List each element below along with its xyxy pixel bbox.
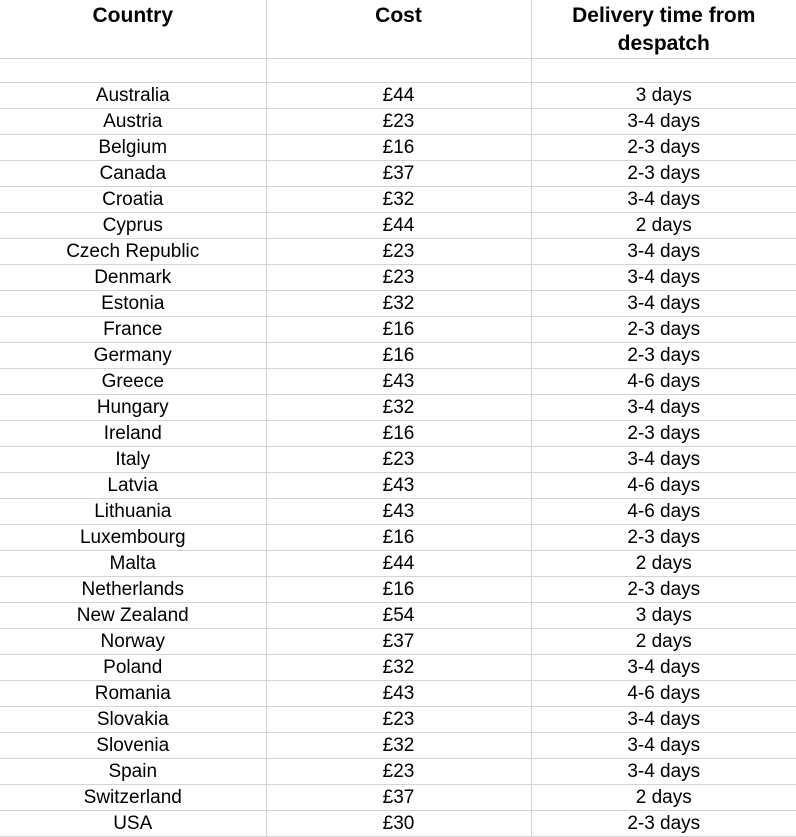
cost-cell[interactable]: £43 [266,499,531,525]
table-row [0,551,796,577]
delivery-time-cell[interactable]: 2 days [531,213,796,239]
cost-cell[interactable]: £32 [266,291,531,317]
country-cell[interactable]: France [0,317,266,343]
country-cell[interactable]: Slovakia [0,707,266,733]
cost-cell[interactable]: £30 [266,811,531,837]
cost-cell[interactable]: £16 [266,135,531,161]
country-cell[interactable]: Croatia [0,187,266,213]
cost-cell[interactable]: £43 [266,473,531,499]
delivery-time-cell[interactable]: 3-4 days [531,395,796,421]
cost-cell[interactable]: £23 [266,239,531,265]
country-cell[interactable]: Cyprus [0,213,266,239]
table-row [0,187,796,213]
header-cost[interactable]: Cost [266,0,531,59]
cost-cell[interactable]: £23 [266,265,531,291]
delivery-time-cell[interactable]: 2 days [531,551,796,577]
delivery-time-cell[interactable]: 3-4 days [531,759,796,785]
cost-cell[interactable]: £32 [266,395,531,421]
delivery-time-cell[interactable]: 2-3 days [531,577,796,603]
delivery-time-cell[interactable]: 4-6 days [531,369,796,395]
delivery-time-cell[interactable]: 2-3 days [531,421,796,447]
country-cell[interactable]: Netherlands [0,577,266,603]
table-row [0,811,796,837]
table-row [0,317,796,343]
table-row [0,603,796,629]
table-row [0,109,796,135]
country-cell[interactable]: Latvia [0,473,266,499]
country-cell[interactable]: Greece [0,369,266,395]
country-cell[interactable]: Malta [0,551,266,577]
cost-cell[interactable]: £16 [266,317,531,343]
delivery-time-cell[interactable]: 3-4 days [531,291,796,317]
cost-cell[interactable]: £37 [266,785,531,811]
delivery-time-cell[interactable]: 3-4 days [531,265,796,291]
country-cell[interactable]: Hungary [0,395,266,421]
country-cell[interactable]: Estonia [0,291,266,317]
table-row [0,681,796,707]
table-row [0,135,796,161]
delivery-time-cell[interactable]: 2 days [531,629,796,655]
table-row [0,499,796,525]
cost-cell[interactable]: £23 [266,759,531,785]
table-row [0,395,796,421]
country-cell[interactable]: Italy [0,447,266,473]
country-cell[interactable]: Slovenia [0,733,266,759]
delivery-time-cell[interactable]: 3 days [531,83,796,109]
delivery-time-cell[interactable]: 2-3 days [531,135,796,161]
delivery-time-cell[interactable]: 4-6 days [531,681,796,707]
country-cell[interactable]: Switzerland [0,785,266,811]
cost-cell[interactable]: £44 [266,213,531,239]
country-cell[interactable]: Spain [0,759,266,785]
cost-cell[interactable]: £32 [266,187,531,213]
table-row [0,369,796,395]
cost-cell[interactable]: £54 [266,603,531,629]
empty-cell[interactable] [266,59,531,83]
country-cell[interactable]: USA [0,811,266,837]
country-cell[interactable]: Czech Republic [0,239,266,265]
cost-cell[interactable]: £32 [266,655,531,681]
cost-cell[interactable]: £44 [266,551,531,577]
empty-row [0,59,796,83]
header-row [0,0,796,59]
table-row [0,655,796,681]
cost-cell[interactable]: £16 [266,525,531,551]
cost-cell[interactable]: £37 [266,629,531,655]
table-row [0,83,796,109]
table-row [0,161,796,187]
delivery-time-cell[interactable]: 4-6 days [531,473,796,499]
country-cell[interactable]: Poland [0,655,266,681]
table-row [0,629,796,655]
delivery-time-cell[interactable]: 2-3 days [531,811,796,837]
empty-cell[interactable] [0,59,266,83]
empty-cell[interactable] [531,59,796,83]
table-row [0,473,796,499]
cost-cell[interactable]: £16 [266,343,531,369]
table-row [0,785,796,811]
table-row [0,733,796,759]
country-cell[interactable]: Canada [0,161,266,187]
country-cell[interactable]: New Zealand [0,603,266,629]
cost-cell[interactable]: £23 [266,109,531,135]
delivery-time-cell[interactable]: 3-4 days [531,109,796,135]
country-cell[interactable]: Ireland [0,421,266,447]
table-row [0,577,796,603]
cost-cell[interactable]: £32 [266,733,531,759]
cost-cell[interactable]: £16 [266,577,531,603]
table-row [0,447,796,473]
delivery-time-cell[interactable]: 4-6 days [531,499,796,525]
cost-cell[interactable]: £23 [266,447,531,473]
cost-cell[interactable]: £23 [266,707,531,733]
table-row [0,265,796,291]
delivery-time-cell[interactable]: 2-3 days [531,161,796,187]
table-row [0,525,796,551]
table-row [0,421,796,447]
delivery-time-cell[interactable]: 2 days [531,785,796,811]
table-row [0,707,796,733]
header-country[interactable]: Country [0,0,266,59]
country-cell[interactable]: Austria [0,109,266,135]
table-row [0,213,796,239]
delivery-time-cell[interactable]: 2-3 days [531,343,796,369]
country-cell[interactable]: Luxembourg [0,525,266,551]
header-delivery-time[interactable]: Delivery time from despatch [531,0,796,59]
table-row [0,759,796,785]
country-cell[interactable]: Lithuania [0,499,266,525]
cost-cell[interactable]: £37 [266,161,531,187]
country-cell[interactable]: Norway [0,629,266,655]
cost-cell[interactable]: £43 [266,681,531,707]
table-row [0,291,796,317]
delivery-time-cell[interactable]: 3-4 days [531,655,796,681]
delivery-time-cell[interactable]: 3-4 days [531,707,796,733]
cost-cell[interactable]: £44 [266,83,531,109]
delivery-time-cell[interactable]: 3-4 days [531,447,796,473]
delivery-time-cell[interactable]: 3 days [531,603,796,629]
delivery-time-cell[interactable]: 2-3 days [531,317,796,343]
table-row [0,239,796,265]
country-cell[interactable]: Belgium [0,135,266,161]
cost-cell[interactable]: £43 [266,369,531,395]
delivery-time-cell[interactable]: 3-4 days [531,733,796,759]
delivery-time-cell[interactable]: 3-4 days [531,239,796,265]
country-cell[interactable]: Australia [0,83,266,109]
delivery-time-cell[interactable]: 3-4 days [531,187,796,213]
country-cell[interactable]: Romania [0,681,266,707]
table-row [0,343,796,369]
cost-cell[interactable]: £16 [266,421,531,447]
country-cell[interactable]: Denmark [0,265,266,291]
country-cell[interactable]: Germany [0,343,266,369]
delivery-time-cell[interactable]: 2-3 days [531,525,796,551]
